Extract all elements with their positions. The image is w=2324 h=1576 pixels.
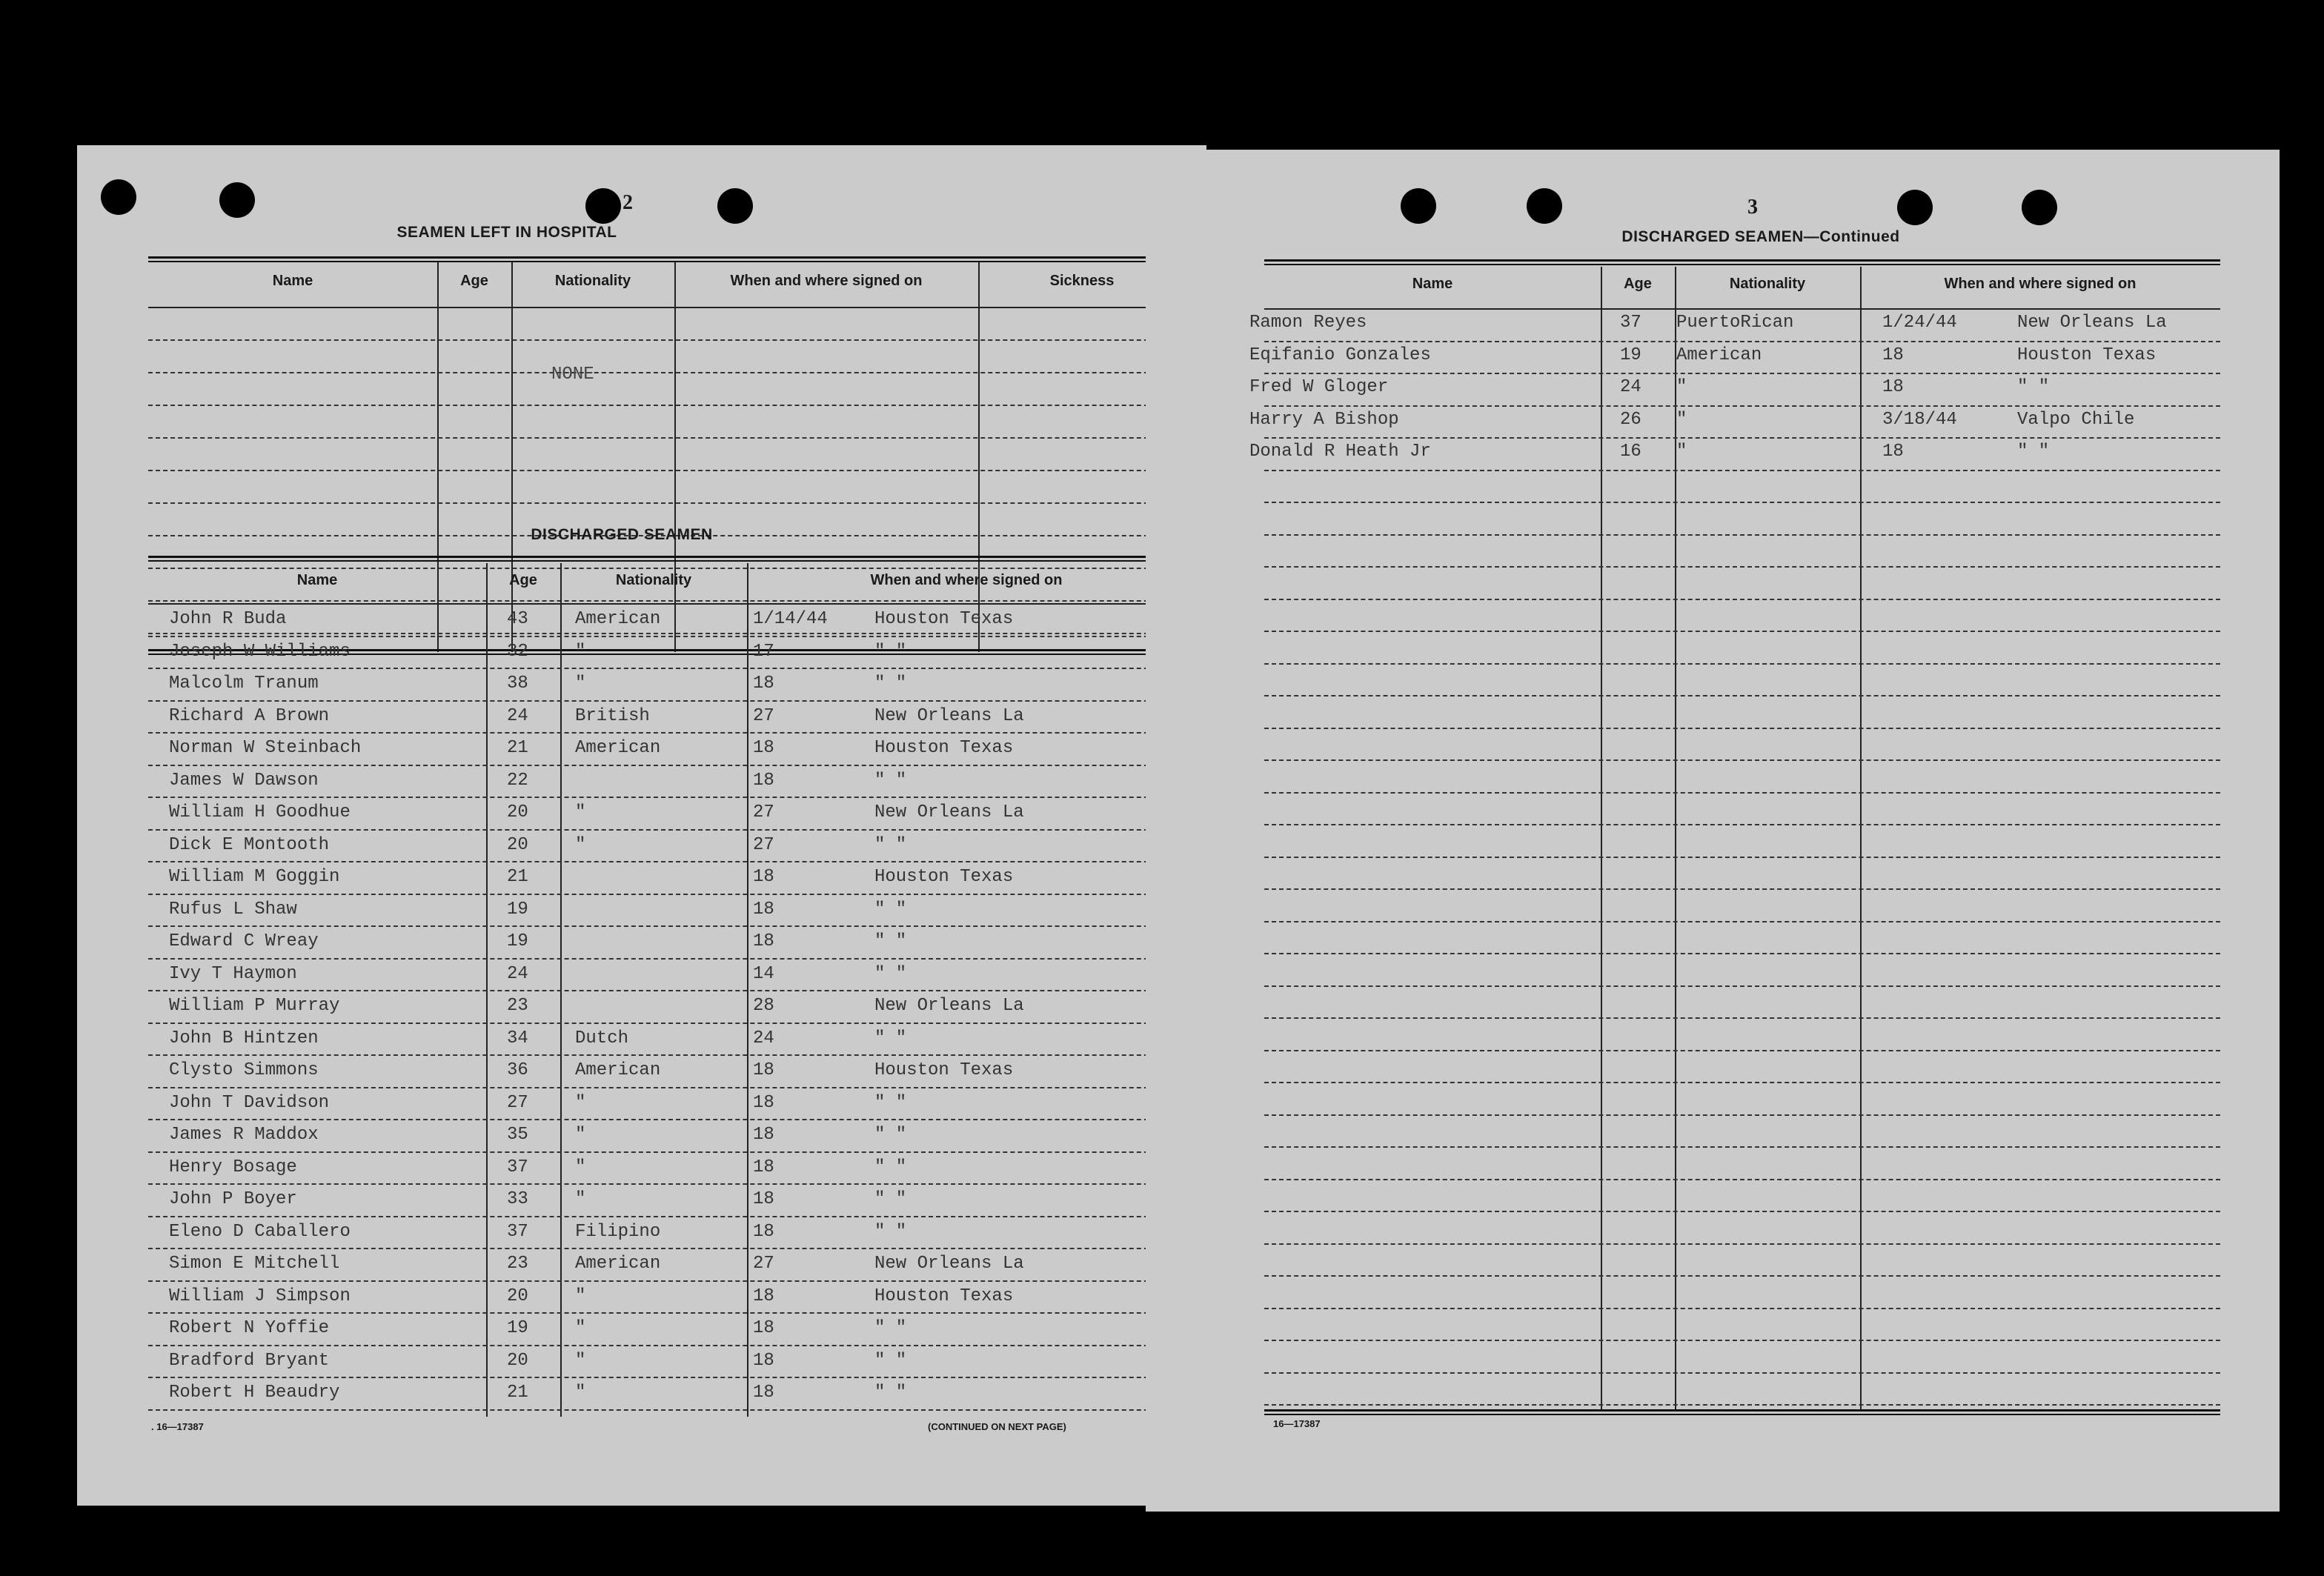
row-line — [148, 1054, 1186, 1056]
signed-on-place: Houston Texas — [874, 609, 1014, 629]
signed-on-date: 18 — [1882, 345, 1904, 365]
row-line — [1264, 502, 2220, 503]
column-header: Nationality — [554, 273, 631, 289]
column-header: When and where signed on — [1944, 276, 2137, 292]
row-line — [1264, 1082, 2220, 1083]
seaman-name: Henry Bosage — [169, 1157, 297, 1177]
column-header: When and where signed on — [730, 273, 923, 289]
row-line — [1264, 1017, 2220, 1019]
column-header: When and where signed on — [870, 572, 1063, 588]
page-number: 2 — [622, 191, 633, 214]
row-line — [1264, 566, 2220, 568]
column-divider — [978, 262, 980, 652]
seaman-age: 38 — [507, 674, 528, 694]
signed-on-date: 3/18/44 — [1882, 409, 1957, 430]
row-line — [148, 765, 1186, 766]
row-line — [1264, 599, 2220, 600]
signed-on-place: " " — [2017, 377, 2050, 397]
signed-on-date: 18 — [753, 770, 774, 791]
row-line — [1264, 985, 2220, 987]
punch-hole — [1401, 188, 1436, 224]
row-line — [148, 568, 1186, 569]
seaman-age: 35 — [507, 1125, 528, 1145]
column-header: Nationality — [615, 572, 692, 588]
row-line — [148, 861, 1186, 862]
signed-on-date: 18 — [1882, 377, 1904, 397]
header-rule — [148, 307, 1186, 308]
row-line — [1264, 373, 2220, 374]
header-rule — [148, 603, 1186, 605]
seaman-nationality: " — [575, 1125, 586, 1145]
row-line — [1264, 888, 2220, 890]
signed-on-date: 24 — [753, 1028, 774, 1048]
column-divider — [674, 262, 676, 652]
row-line — [148, 633, 1186, 634]
row-line — [1264, 1275, 2220, 1277]
column-header: Age — [1624, 276, 1652, 292]
row-line — [1264, 1243, 2220, 1245]
row-line — [148, 1087, 1186, 1088]
signed-on-place: New Orleans La — [874, 802, 1024, 822]
seaman-age: 27 — [507, 1092, 528, 1113]
footer-note: (CONTINUED ON NEXT PAGE) — [928, 1421, 1066, 1432]
seaman-age: 24 — [507, 963, 528, 984]
signed-on-date: 18 — [753, 674, 774, 694]
seaman-nationality: " — [1676, 442, 1687, 462]
seaman-name: Joseph W Williams — [169, 641, 351, 662]
seaman-nationality: " — [575, 641, 586, 662]
row-line — [148, 700, 1186, 702]
row-line — [1264, 341, 2220, 342]
signed-on-place: " " — [874, 1028, 907, 1048]
seaman-age: 20 — [507, 1286, 528, 1306]
seaman-nationality: " — [575, 1157, 586, 1177]
continued-section-title: DISCHARGED SEAMEN—Continued — [1621, 228, 1900, 245]
seaman-name: John P Boyer — [169, 1189, 297, 1209]
page-number: 3 — [1747, 196, 1758, 219]
row-line — [148, 990, 1186, 991]
seaman-age: 19 — [1620, 345, 1641, 365]
signed-on-date: 18 — [753, 867, 774, 887]
row-line — [148, 925, 1186, 927]
seaman-nationality: " — [575, 1286, 586, 1306]
row-line — [148, 1377, 1186, 1378]
seaman-age: 24 — [507, 705, 528, 726]
signed-on-date: 27 — [753, 802, 774, 822]
seaman-age: 19 — [507, 899, 528, 920]
column-header: Name — [272, 273, 313, 289]
row-line — [148, 668, 1186, 669]
signed-on-place: Houston Texas — [874, 738, 1014, 758]
row-line — [1264, 405, 2220, 407]
row-line — [148, 636, 1186, 637]
punch-hole — [1897, 190, 1933, 225]
signed-on-date: 27 — [753, 705, 774, 726]
seaman-age: 20 — [507, 834, 528, 855]
seaman-age: 24 — [1620, 377, 1641, 397]
column-header: Name — [1412, 276, 1453, 292]
punch-hole — [717, 188, 753, 224]
seaman-nationality: Dutch — [575, 1028, 629, 1048]
signed-on-date: 1/24/44 — [1882, 313, 1957, 333]
seaman-age: 19 — [507, 931, 528, 951]
row-line — [148, 1151, 1186, 1153]
signed-on-place: " " — [874, 1318, 907, 1338]
seaman-nationality: American — [575, 1254, 661, 1274]
seaman-name: Ivy T Haymon — [169, 963, 297, 984]
row-line — [148, 797, 1186, 798]
row-line — [1264, 1340, 2220, 1341]
row-line — [1264, 1308, 2220, 1309]
seaman-name: Robert H Beaudry — [169, 1383, 340, 1403]
column-header: Sickness — [1049, 273, 1115, 289]
seaman-nationality: " — [575, 1350, 586, 1371]
row-line — [148, 339, 1186, 341]
seaman-age: 37 — [507, 1221, 528, 1242]
column-divider — [511, 262, 513, 652]
signed-on-date: 18 — [753, 738, 774, 758]
punch-hole — [2022, 190, 2057, 225]
table-rule — [1264, 259, 2220, 265]
seaman-age: 16 — [1620, 442, 1641, 462]
signed-on-place: New Orleans La — [874, 996, 1024, 1016]
punch-hole — [219, 182, 255, 218]
column-header: Age — [460, 273, 488, 289]
signed-on-place: " " — [874, 899, 907, 920]
row-line — [148, 1248, 1186, 1249]
column-header: Nationality — [1729, 276, 1806, 292]
row-line — [148, 732, 1186, 734]
row-line — [148, 502, 1186, 504]
signed-on-place: " " — [874, 1221, 907, 1242]
row-line — [148, 1280, 1186, 1282]
seaman-nationality: American — [575, 1060, 661, 1080]
signed-on-date: 28 — [753, 996, 774, 1016]
column-header: Age — [509, 572, 537, 588]
seaman-name: James W Dawson — [169, 770, 319, 791]
seaman-name: William P Murray — [169, 996, 340, 1016]
seaman-nationality: " — [575, 674, 586, 694]
signed-on-date: 18 — [753, 1383, 774, 1403]
seaman-nationality: " — [575, 802, 586, 822]
seaman-nationality: " — [575, 1383, 586, 1403]
seaman-name: Ramon Reyes — [1249, 313, 1367, 333]
seaman-name: Norman W Steinbach — [169, 738, 362, 758]
seaman-age: 34 — [507, 1028, 528, 1048]
signed-on-date: 18 — [753, 1318, 774, 1338]
left-page — [77, 145, 1206, 1506]
row-line — [148, 894, 1186, 895]
table-rule — [1264, 1409, 2220, 1415]
signed-on-place: " " — [874, 1092, 907, 1113]
signed-on-date: 14 — [753, 963, 774, 984]
seaman-nationality: American — [1676, 345, 1762, 365]
footer-code: 16—17387 — [1273, 1418, 1321, 1429]
row-line — [1264, 1146, 2220, 1148]
signed-on-place: " " — [874, 1383, 907, 1403]
seaman-age: 20 — [507, 1350, 528, 1371]
column-divider — [437, 262, 439, 652]
seaman-name: Robert N Yoffie — [169, 1318, 330, 1338]
punch-hole — [585, 188, 621, 224]
row-line — [148, 437, 1186, 439]
row-line — [148, 372, 1186, 373]
seaman-name: Simon E Mitchell — [169, 1254, 340, 1274]
row-line — [148, 1216, 1186, 1217]
row-line — [1264, 1404, 2220, 1406]
signed-on-date: 27 — [753, 834, 774, 855]
signed-on-date: 18 — [753, 1189, 774, 1209]
seaman-name: Dick E Montooth — [169, 834, 330, 855]
row-line — [148, 1023, 1186, 1024]
signed-on-place: New Orleans La — [2017, 313, 2167, 333]
table-rule — [148, 556, 1186, 562]
signed-on-place: Houston Texas — [874, 867, 1014, 887]
row-line — [1264, 663, 2220, 665]
table-rule — [148, 256, 1186, 262]
seaman-nationality: " — [1676, 409, 1687, 430]
seaman-age: 21 — [507, 1383, 528, 1403]
signed-on-place: Valpo Chile — [2017, 409, 2135, 430]
signed-on-place: " " — [874, 1157, 907, 1177]
punch-hole — [1527, 188, 1562, 224]
seaman-name: Malcolm Tranum — [169, 674, 319, 694]
row-line — [1264, 953, 2220, 954]
seaman-age: 43 — [507, 609, 528, 629]
seaman-name: Clysto Simmons — [169, 1060, 319, 1080]
row-line — [1264, 695, 2220, 696]
seaman-age: 26 — [1620, 409, 1641, 430]
seaman-name: William J Simpson — [169, 1286, 351, 1306]
row-line — [148, 470, 1186, 471]
signed-on-date: 18 — [753, 1286, 774, 1306]
row-line — [1264, 759, 2220, 761]
seaman-name: Fred W Gloger — [1249, 377, 1389, 397]
discharged-section-title: DISCHARGED SEAMEN — [531, 526, 713, 543]
signed-on-date: 1/14/44 — [753, 609, 828, 629]
seaman-name: Eleno D Caballero — [169, 1221, 351, 1242]
seaman-name: William H Goodhue — [169, 802, 351, 822]
seaman-age: 21 — [507, 867, 528, 887]
seaman-name: Bradford Bryant — [169, 1350, 330, 1371]
seaman-age: 32 — [507, 641, 528, 662]
row-line — [148, 1119, 1186, 1120]
seaman-age: 37 — [1620, 313, 1641, 333]
seaman-age: 37 — [507, 1157, 528, 1177]
row-line — [148, 958, 1186, 960]
seaman-nationality: British — [575, 705, 650, 726]
signed-on-date: 18 — [753, 1221, 774, 1242]
signed-on-place: " " — [874, 1350, 907, 1371]
row-line — [148, 1312, 1186, 1314]
seaman-nationality: " — [575, 834, 586, 855]
row-line — [148, 600, 1186, 602]
seaman-name: John T Davidson — [169, 1092, 330, 1113]
signed-on-place: " " — [874, 931, 907, 951]
signed-on-place: " " — [874, 770, 907, 791]
signed-on-place: Houston Texas — [874, 1060, 1014, 1080]
seaman-nationality: American — [575, 609, 661, 629]
row-line — [1264, 1179, 2220, 1180]
row-line — [148, 1183, 1186, 1185]
row-line — [1264, 470, 2220, 471]
hospital-none-entry: NONE — [551, 365, 594, 385]
signed-on-date: 18 — [753, 1125, 774, 1145]
seaman-nationality: PuertoRican — [1676, 313, 1794, 333]
row-line — [1264, 792, 2220, 794]
seaman-age: 21 — [507, 738, 528, 758]
signed-on-date: 27 — [753, 1254, 774, 1274]
row-line — [148, 1345, 1186, 1346]
footer-code: . 16—17387 — [151, 1421, 204, 1432]
row-line — [1264, 1372, 2220, 1374]
row-line — [1264, 1114, 2220, 1116]
signed-on-date: 18 — [753, 1157, 774, 1177]
seaman-name: William M Goggin — [169, 867, 340, 887]
header-rule — [1264, 308, 2220, 310]
signed-on-date: 18 — [1882, 442, 1904, 462]
seaman-nationality: " — [1676, 377, 1687, 397]
signed-on-place: Houston Texas — [874, 1286, 1014, 1306]
signed-on-place: " " — [874, 674, 907, 694]
seaman-name: John R Buda — [169, 609, 287, 629]
signed-on-place: " " — [874, 1189, 907, 1209]
seaman-name: John B Hintzen — [169, 1028, 319, 1048]
signed-on-place: " " — [2017, 442, 2050, 462]
seaman-name: Edward C Wreay — [169, 931, 319, 951]
seaman-name: Eqifanio Gonzales — [1249, 345, 1431, 365]
seaman-name: Harry A Bishop — [1249, 409, 1399, 430]
row-line — [1264, 728, 2220, 729]
seaman-age: 19 — [507, 1318, 528, 1338]
row-line — [1264, 824, 2220, 825]
seaman-nationality: " — [575, 1318, 586, 1338]
signed-on-place: " " — [874, 641, 907, 662]
row-line — [148, 829, 1186, 831]
seaman-name: Donald R Heath Jr — [1249, 442, 1431, 462]
row-line — [1264, 1050, 2220, 1051]
punch-hole — [101, 179, 136, 215]
signed-on-place: " " — [874, 834, 907, 855]
row-line — [1264, 534, 2220, 536]
seaman-nationality: " — [575, 1189, 586, 1209]
seaman-name: James R Maddox — [169, 1125, 319, 1145]
signed-on-date: 18 — [753, 931, 774, 951]
seaman-nationality: Filipino — [575, 1221, 661, 1242]
row-line — [1264, 631, 2220, 632]
row-line — [148, 405, 1186, 406]
signed-on-date: 17 — [753, 641, 774, 662]
signed-on-date: 18 — [753, 1092, 774, 1113]
right-page — [1146, 150, 2280, 1512]
signed-on-date: 18 — [753, 1060, 774, 1080]
seaman-nationality: American — [575, 738, 661, 758]
signed-on-date: 18 — [753, 1350, 774, 1371]
seaman-name: Rufus L Shaw — [169, 899, 297, 920]
signed-on-place: New Orleans La — [874, 705, 1024, 726]
seaman-age: 23 — [507, 996, 528, 1016]
seaman-age: 36 — [507, 1060, 528, 1080]
row-line — [1264, 437, 2220, 439]
signed-on-date: 18 — [753, 899, 774, 920]
column-header: Name — [296, 572, 338, 588]
hospital-section-title: SEAMEN LEFT IN HOSPITAL — [396, 224, 617, 241]
signed-on-place: " " — [874, 1125, 907, 1145]
seaman-age: 22 — [507, 770, 528, 791]
signed-on-place: " " — [874, 963, 907, 984]
seaman-age: 23 — [507, 1254, 528, 1274]
row-line — [1264, 857, 2220, 858]
seaman-age: 33 — [507, 1189, 528, 1209]
seaman-name: Richard A Brown — [169, 705, 330, 726]
row-line — [148, 1409, 1186, 1411]
row-line — [1264, 921, 2220, 922]
row-line — [1264, 1211, 2220, 1212]
seaman-nationality: " — [575, 1092, 586, 1113]
seaman-age: 20 — [507, 802, 528, 822]
signed-on-place: Houston Texas — [2017, 345, 2157, 365]
signed-on-place: New Orleans La — [874, 1254, 1024, 1274]
